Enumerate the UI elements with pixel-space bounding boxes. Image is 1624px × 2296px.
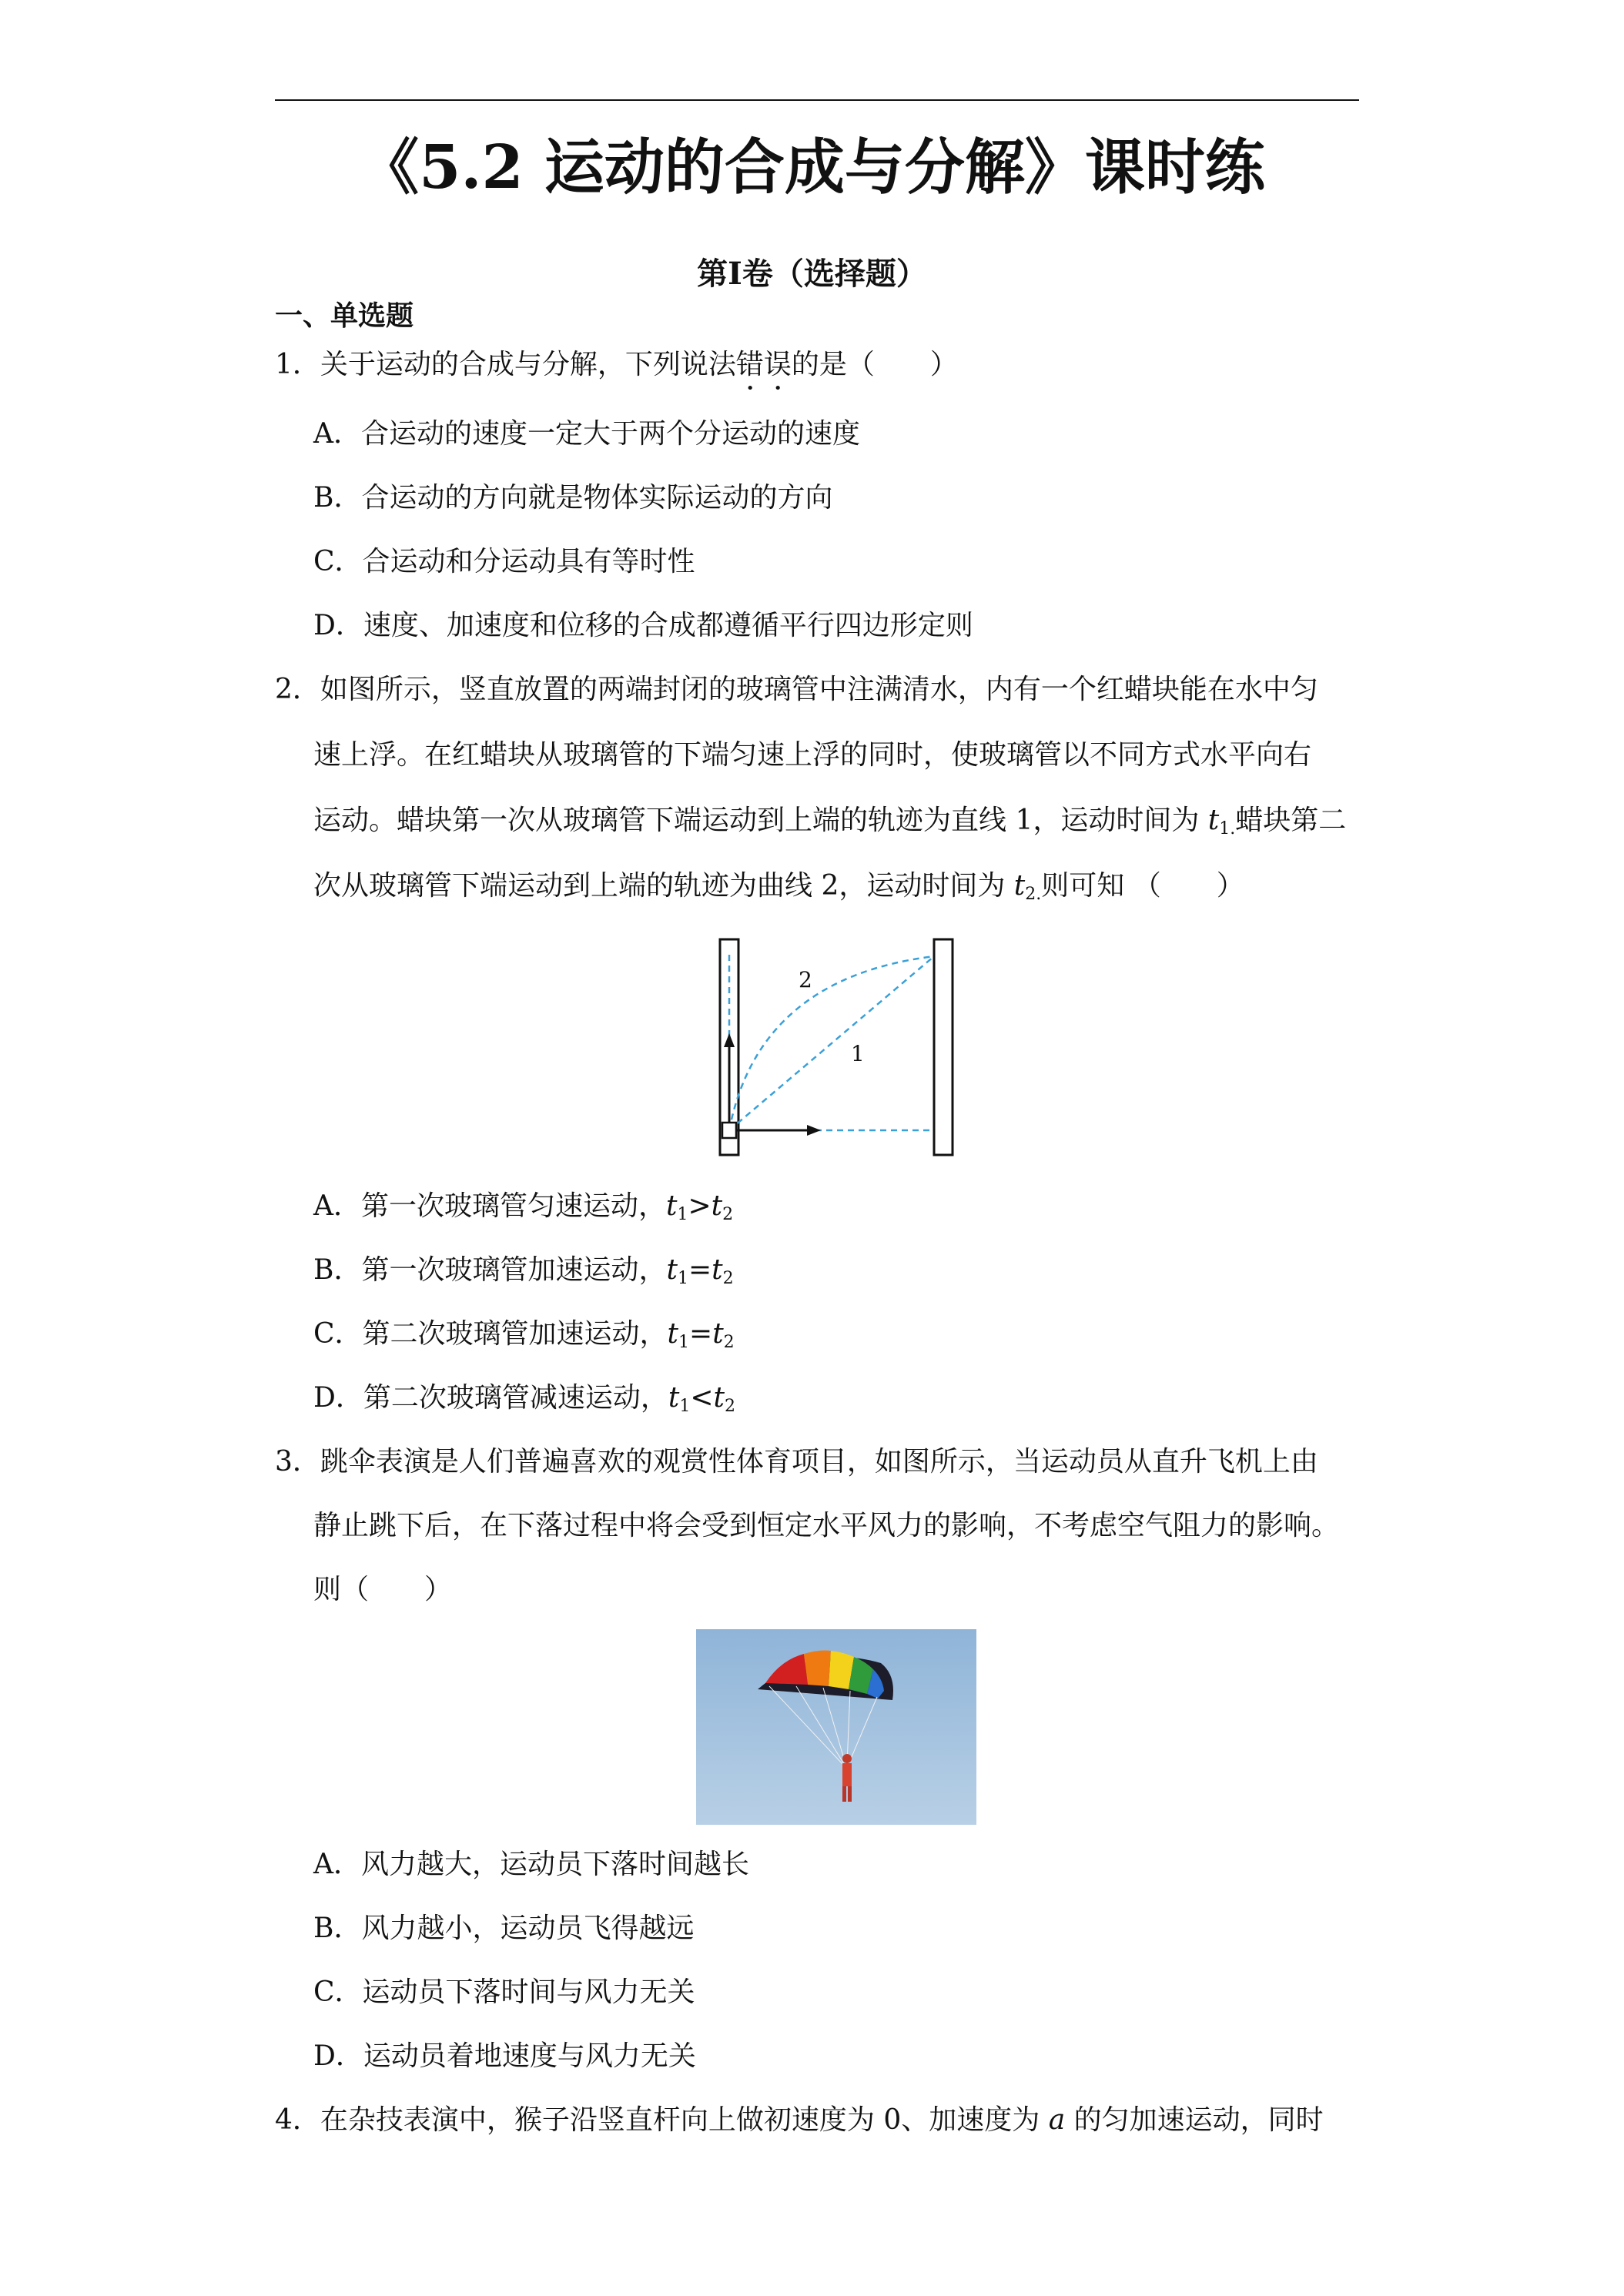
question-3-option-c[interactable]: C．运动员下落时间与风力无关 — [313, 1976, 695, 2008]
section-title: 第Ⅰ卷（选择题） — [697, 256, 927, 292]
question-1-option-b[interactable]: B．合运动的方向就是物体实际运动的方向 — [313, 482, 833, 514]
question-3-stem-line: 则（ ） — [313, 1574, 453, 1605]
curve-2-label: 2 — [799, 967, 812, 992]
line-1-label: 1 — [851, 1041, 865, 1066]
wax-block — [722, 1123, 736, 1138]
question-1-stem: 1．关于运动的合成与分解，下列说法错误的是（ ） — [275, 349, 958, 380]
question-2-option-d[interactable]: D．第二次玻璃管减速运动，$t_1<t_2$ — [313, 1382, 735, 1416]
skydiver-body — [842, 1763, 852, 1786]
arrowhead-right-icon — [807, 1125, 821, 1136]
question-2-stem-line: 运动。蜡块第一次从玻璃管下端运动到上端的轨迹为直线 1，运动时间为 $t_{1.}$蜡块第二 — [313, 805, 1347, 838]
question-1-option-d[interactable]: D．速度、加速度和位移的合成都遵循平行四边形定则 — [313, 610, 973, 641]
question-2-stem-line: 2．如图所示，竖直放置的两端封闭的玻璃管中注满清水，内有一个红蜡块能在水中匀 — [275, 674, 1318, 705]
question-4-stem: 4．在杂技表演中，猴子沿竖直杆向上做初速度为 0、加速度为 a 的匀加速运动，同时 — [275, 2104, 1324, 2136]
question-2-stem-line: 次从玻璃管下端运动到上端的轨迹为曲线 2，运动时间为 $t_{2.}$则可知 （ ） — [313, 870, 1244, 904]
skydiver-leg — [842, 1786, 846, 1802]
question-1-option-a[interactable]: A．合运动的速度一定大于两个分运动的速度 — [313, 418, 860, 450]
question-3-option-b[interactable]: B．风力越小，运动员飞得越远 — [313, 1913, 695, 1944]
question-3-stem-line: 静止跳下后，在下落过程中将会受到恒定水平风力的影响，不考虑空气阻力的影响。 — [313, 1510, 1340, 1541]
question-2-stem-line: 速上浮。在红蜡块从玻璃管的下端匀速上浮的同时，使玻璃管以不同方式水平向右 — [313, 739, 1312, 771]
header-rule — [275, 99, 1359, 101]
trajectory-line-1 — [729, 956, 934, 1130]
right-tube — [934, 939, 953, 1155]
parachute-photo — [696, 1629, 976, 1825]
question-3-stem-line: 3．跳伞表演是人们普遍喜欢的观赏性体育项目，如图所示，当运动员从直升飞机上由 — [275, 1446, 1318, 1478]
question-3-option-a[interactable]: A．风力越大，运动员下落时间越长 — [313, 1849, 749, 1880]
part-heading: 一、单选题 — [275, 300, 414, 332]
glass-tube-diagram — [712, 932, 966, 1163]
question-2-option-a[interactable]: A．第一次玻璃管匀速运动，$t_1>t_2$ — [313, 1190, 734, 1224]
question-1-option-c[interactable]: C．合运动和分运动具有等时性 — [313, 546, 695, 577]
question-3-option-d[interactable]: D．运动员着地速度与风力无关 — [313, 2040, 696, 2072]
skydiver-leg — [848, 1786, 852, 1802]
skydiver-head — [842, 1754, 852, 1763]
document-title: 《5.2 运动的合成与分解》课时练 — [359, 132, 1265, 202]
canopy-panel-orange — [804, 1651, 831, 1687]
question-2-option-c[interactable]: C．第二次玻璃管加速运动，$t_1=t_2$ — [313, 1318, 735, 1352]
emphasized-word: 错误 — [735, 349, 792, 380]
arrowhead-up-icon — [724, 1033, 735, 1047]
question-2-option-b[interactable]: B．第一次玻璃管加速运动，$t_1=t_2$ — [313, 1254, 734, 1288]
